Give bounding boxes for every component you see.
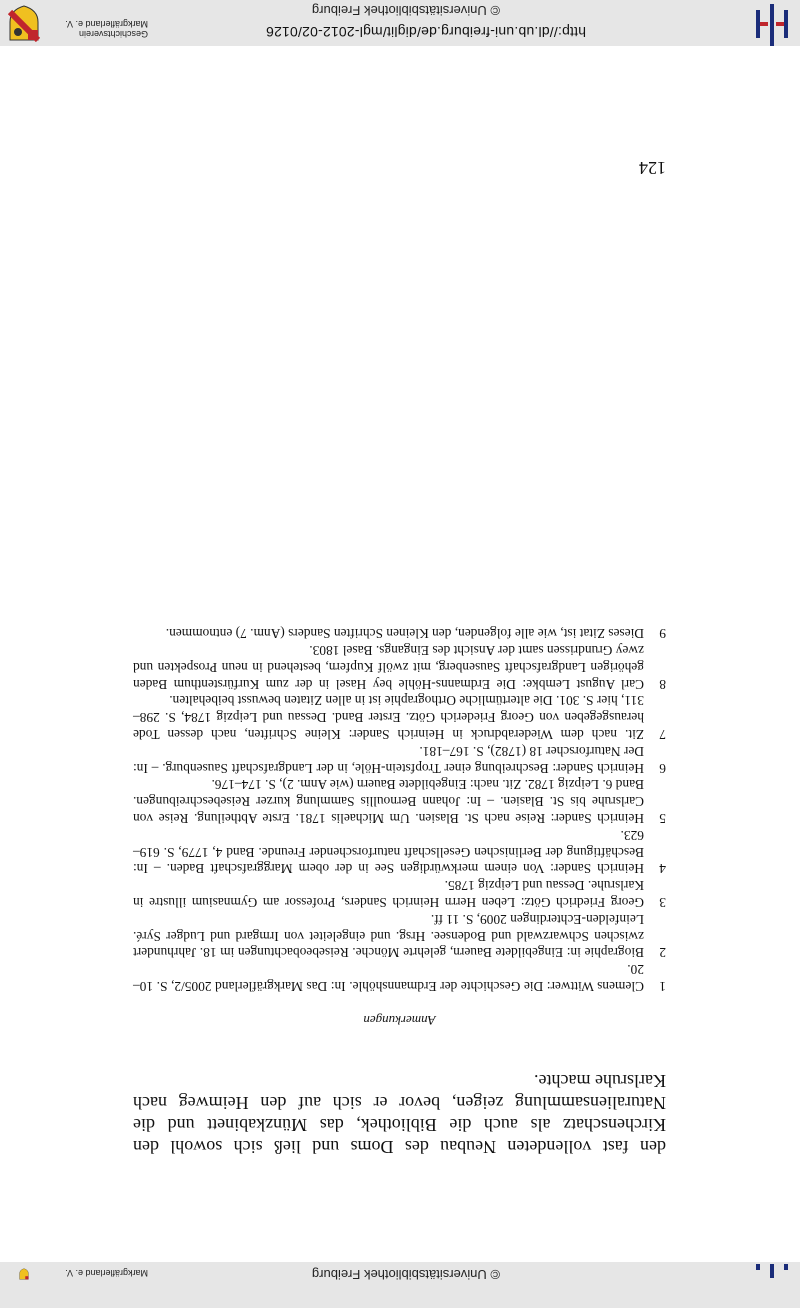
note-item [133, 624, 666, 641]
note-item [133, 742, 666, 776]
note-text: Carl August Lembke: Die Erdmanns-Höhle bey Hasel in der zum Kurfürstenthum Baden gehörigen Landgrafschaft Sausenberg, mit zwölf Kupfern, bestehend in neun Prospekten und zwey Grundrissen samt der Ansicht des Eingangs. Basel 1803. [133, 643, 644, 692]
university-library-logo [752, 0, 792, 46]
notes-list [133, 624, 666, 994]
note-number: 7 [659, 727, 666, 743]
note-item [133, 960, 666, 994]
note-number: 3 [659, 895, 666, 911]
note-item [133, 641, 666, 691]
note-text: Heinrich Sander: Von einem merkwürdigen See in der obern Marggrafschaft Baden. – In: Beschäftigung der Berlinischen Gesellschaft naturforschender Freunde. Band 4, 1779, S. 619–623. [133, 827, 644, 877]
note-text: Zit. nach dem Wiederabdruck in Heinrich Sander: Kleine Schriften, nach dessen Tode herausgegeben von Georg Friederich Götz. Erster Band. Dessau und Leipzig 1784, S. 298–311, hier S. 301. Die altertümliche Orthographie ist in allen Zitaten bewusst beibehalten. [133, 693, 644, 743]
header-org-name: Markgräflerland e. V. [65, 1268, 148, 1278]
note-item [133, 826, 666, 876]
footer-bar [0, 0, 800, 46]
note-text: Dieses Zitat ist, wie alle folgenden, den Kleinen Schriften Sanders (Anm. 7) entnommen. [165, 626, 644, 642]
header-bar [0, 1262, 800, 1308]
note-number: 6 [659, 760, 666, 776]
body-paragraph: den fast vollendeten Neubau des Doms und ließ sich sowohl den Kirchenschatz als auch die Bibliothek, das Münzkabinett und die Naturaliensammlung zeigen, bevor er sich auf den Heimweg nach Karlsruhe machte. [133, 1071, 666, 1157]
coat-of-arms-icon [8, 4, 40, 42]
note-item [133, 910, 666, 960]
note-item [133, 876, 666, 910]
page-number: 124 [639, 158, 666, 178]
copyright-text: © Universitätsbibliothek Freiburg [311, 3, 500, 18]
note-item [133, 776, 666, 826]
org-line-1: Geschichtsverein [78, 29, 148, 39]
note-text: Clemens Wittwer: Die Geschichte der Erdmannshöhle. In: Das Markgräflerland 2005/2, S. 10–20. [133, 962, 644, 994]
permalink-url[interactable]: http://dl.ub.uni-freiburg.de/diglit/mgl-2012-02/0126 [265, 24, 586, 40]
note-number: 4 [659, 861, 666, 877]
note-number: 2 [659, 945, 666, 961]
notes-heading: Anmerkungen [363, 1013, 436, 1028]
note-text: Biographie in: Eingebildete Bauern, gelehrte Mönche. Reisebeobachtungen im 18. Jahrhundert zwischen Schwarzwald und Bodensee. Hrsg. und eingeleitet von Irmgard und Ludger Syré. Leinfelden-Echterdingen 2009, S. 11 ff. [133, 911, 644, 961]
university-library-logo-top [752, 1264, 792, 1278]
org-name [48, 19, 148, 39]
note-number: 1 [659, 979, 666, 994]
note-number: 5 [659, 811, 666, 827]
note-text: Georg Friedrich Götz: Leben Herrn Heinrich Sanders, Professor am Gymnasium illustre in Karlsruhe. Dessau und Leipzig 1785. [133, 878, 644, 911]
header-copyright-text: © Universitätsbibliothek Freiburg [311, 1267, 500, 1282]
note-item [133, 692, 666, 742]
note-text: Heinrich Sander: Reise nach St. Blasien. Um Michaelis 1781. Erste Abtheilung. Reise von Carlsruhe bis St. Blasien. – In: Johann Bernoullis Sammlung kurzer Reisebeschreibungen. Band 6. Leipzig 1782. Zit. nach: Eingebildete Bauern (wie Anm. 2), S. 174–176. [133, 777, 644, 827]
note-number: 8 [659, 676, 666, 692]
coat-of-arms-icon-top [8, 1268, 40, 1280]
org-line-2: Markgräflerland e. V. [65, 19, 148, 29]
note-number: 9 [659, 626, 666, 642]
note-text: Heinrich Sander: Beschreibung einer Tropfstein-Höle, in der Landgrafschaft Sausenburg. – In: Der Naturforscher 18 (1782), S. 167–181. [133, 743, 644, 776]
